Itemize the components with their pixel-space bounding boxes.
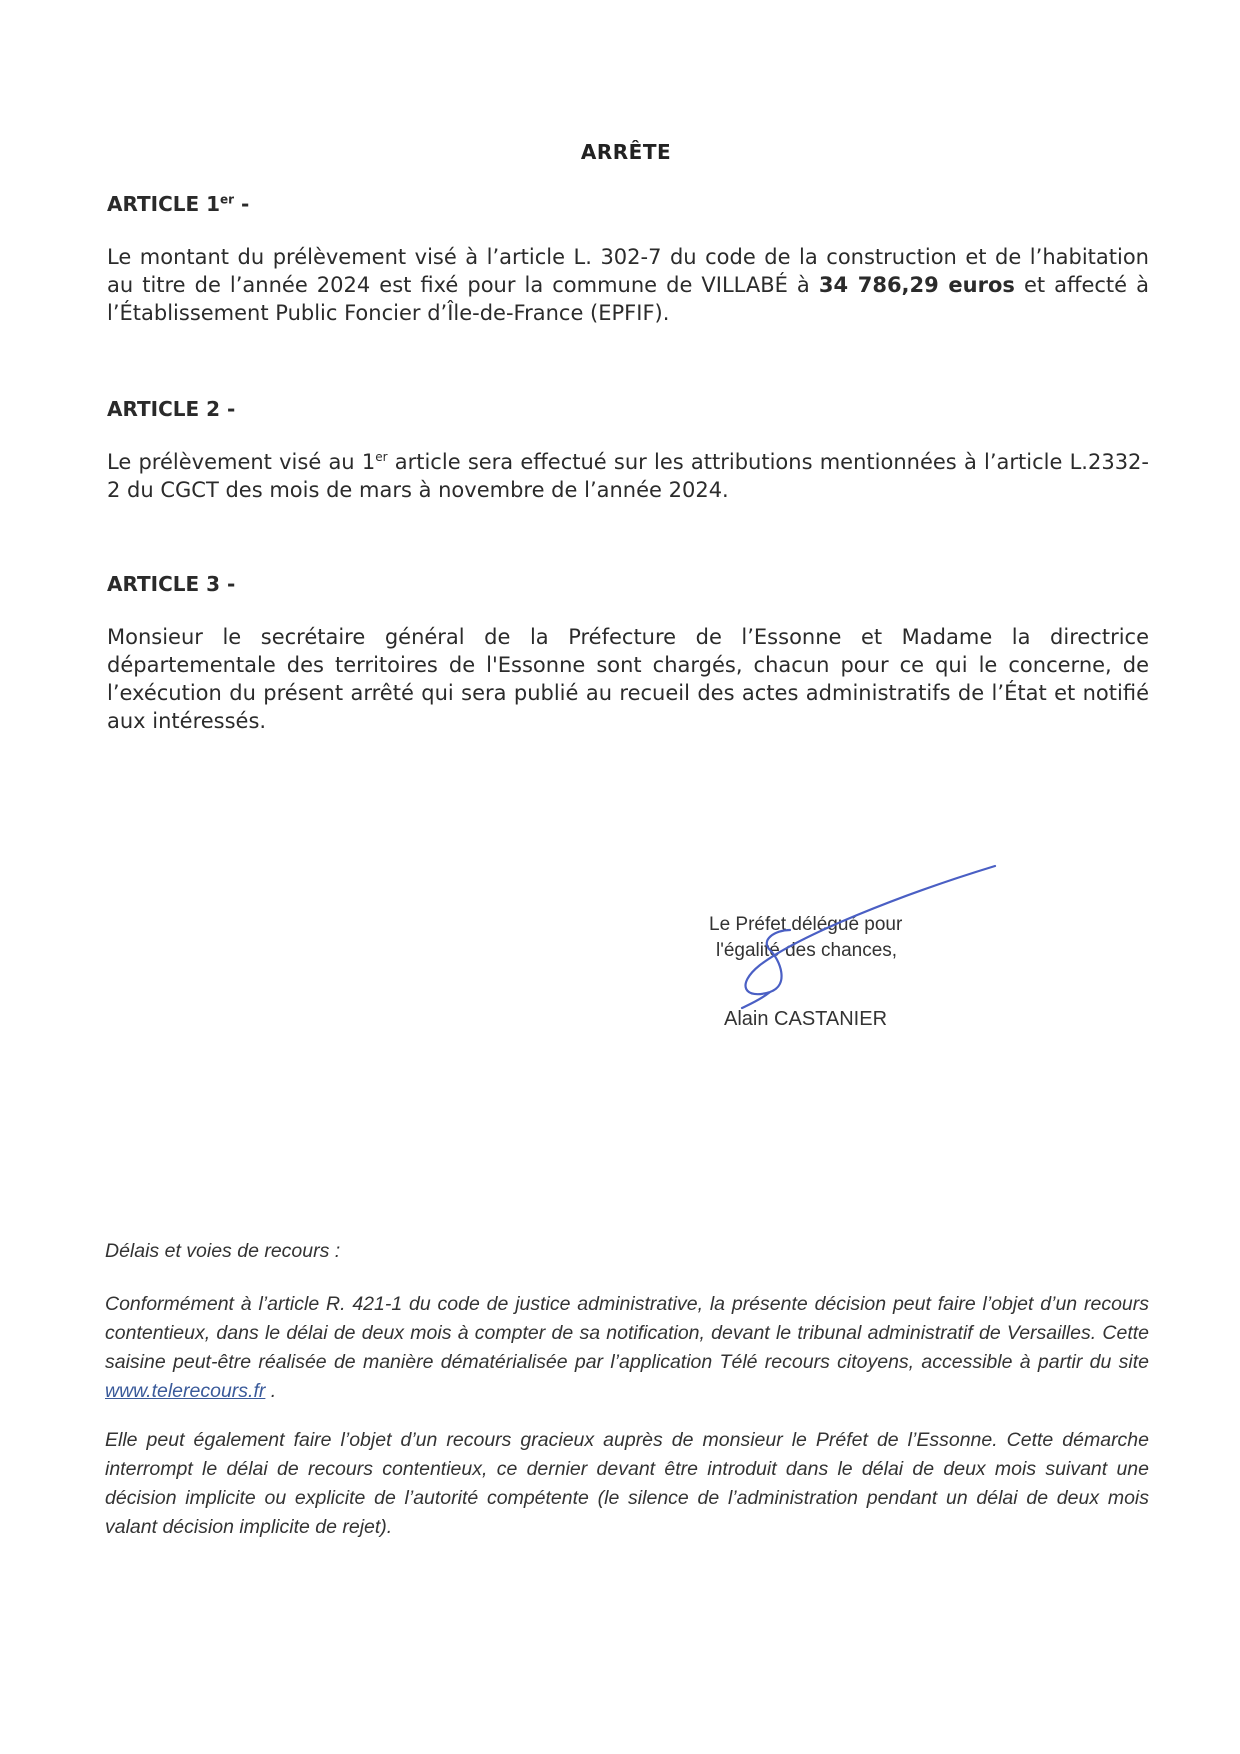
article-2-text: Le prélèvement visé au 1 xyxy=(107,450,376,474)
article-1-text: Le montant du prélèvement visé à l’article L. 302-7 du code de la construction et de l’habitation au titre de l’année 2024 est fixé pour la commune de VILLABÉ à xyxy=(107,245,1149,297)
article-2-body xyxy=(107,448,1149,504)
telerecours-link[interactable]: www.telerecours.fr xyxy=(105,1380,266,1402)
article-1-heading-suffix: - xyxy=(234,192,250,216)
signature-title-line1: Le Préfet délégué pour xyxy=(709,914,903,935)
article-1-heading xyxy=(107,192,249,216)
recourse-text-end: . xyxy=(265,1380,277,1402)
recourse-text: Conformément à l’article R. 421-1 du code de justice administrative, la présente décision peut faire l’objet d’un recours contentieux, dans le délai de deux mois à compter de sa notification, devant le tribunal administratif de Versailles. Cette saisine peut-être réalisée de manière dématérialisée par l’application Télé recours citoyens, accessible à partir du site xyxy=(105,1293,1149,1373)
signatory-name: Alain CASTANIER xyxy=(724,1008,888,1030)
article-2-text-end: article sera effectué sur les attributions mentionnées à l’article L.2332-2 du CGCT des mois de mars à novembre de l’année 2024. xyxy=(107,450,1149,502)
page-title: ARRÊTE xyxy=(580,140,672,164)
article-3-heading: ARTICLE 3 - xyxy=(107,572,236,596)
article-1-text-end: et affecté à l’Établissement Public Foncier d’Île-de-France (EPFIF). xyxy=(107,273,1149,325)
recourse-paragraph-1 xyxy=(105,1290,1149,1406)
signature-title-line2: l'égalité des chances, xyxy=(716,940,898,961)
article-2-sup: er xyxy=(375,450,388,464)
amount-value: 34 786,29 euros xyxy=(818,273,1015,297)
article-2-heading: ARTICLE 2 - xyxy=(107,397,236,421)
article-1-heading-sup: er xyxy=(220,192,235,207)
article-3-body: Monsieur le secrétaire général de la Préfecture de l’Essonne et Madame la directrice départementale des territoires de l'Essonne sont chargés, chacun pour ce qui le concerne, de l’exécution du présent arrêté qui sera publié au recueil des actes administratifs de l’État et notifié aux intéressés. xyxy=(107,625,1149,733)
recourse-paragraph-2: Elle peut également faire l’objet d’un recours gracieux auprès de monsieur le Préfet de l’Essonne. Cette démarche interrompt le délai de recours contentieux, ce dernier devant être introduit dans le délai de deux mois suivant une décision implicite ou explicite de l’autorité compétente (le silence de l’administration pendant un délai de deux mois valant décision implicite de rejet). xyxy=(105,1429,1149,1538)
article-1-body xyxy=(107,243,1149,327)
recourse-heading: Délais et voies de recours : xyxy=(105,1240,341,1262)
article-1-heading-text: ARTICLE 1 xyxy=(107,192,221,216)
